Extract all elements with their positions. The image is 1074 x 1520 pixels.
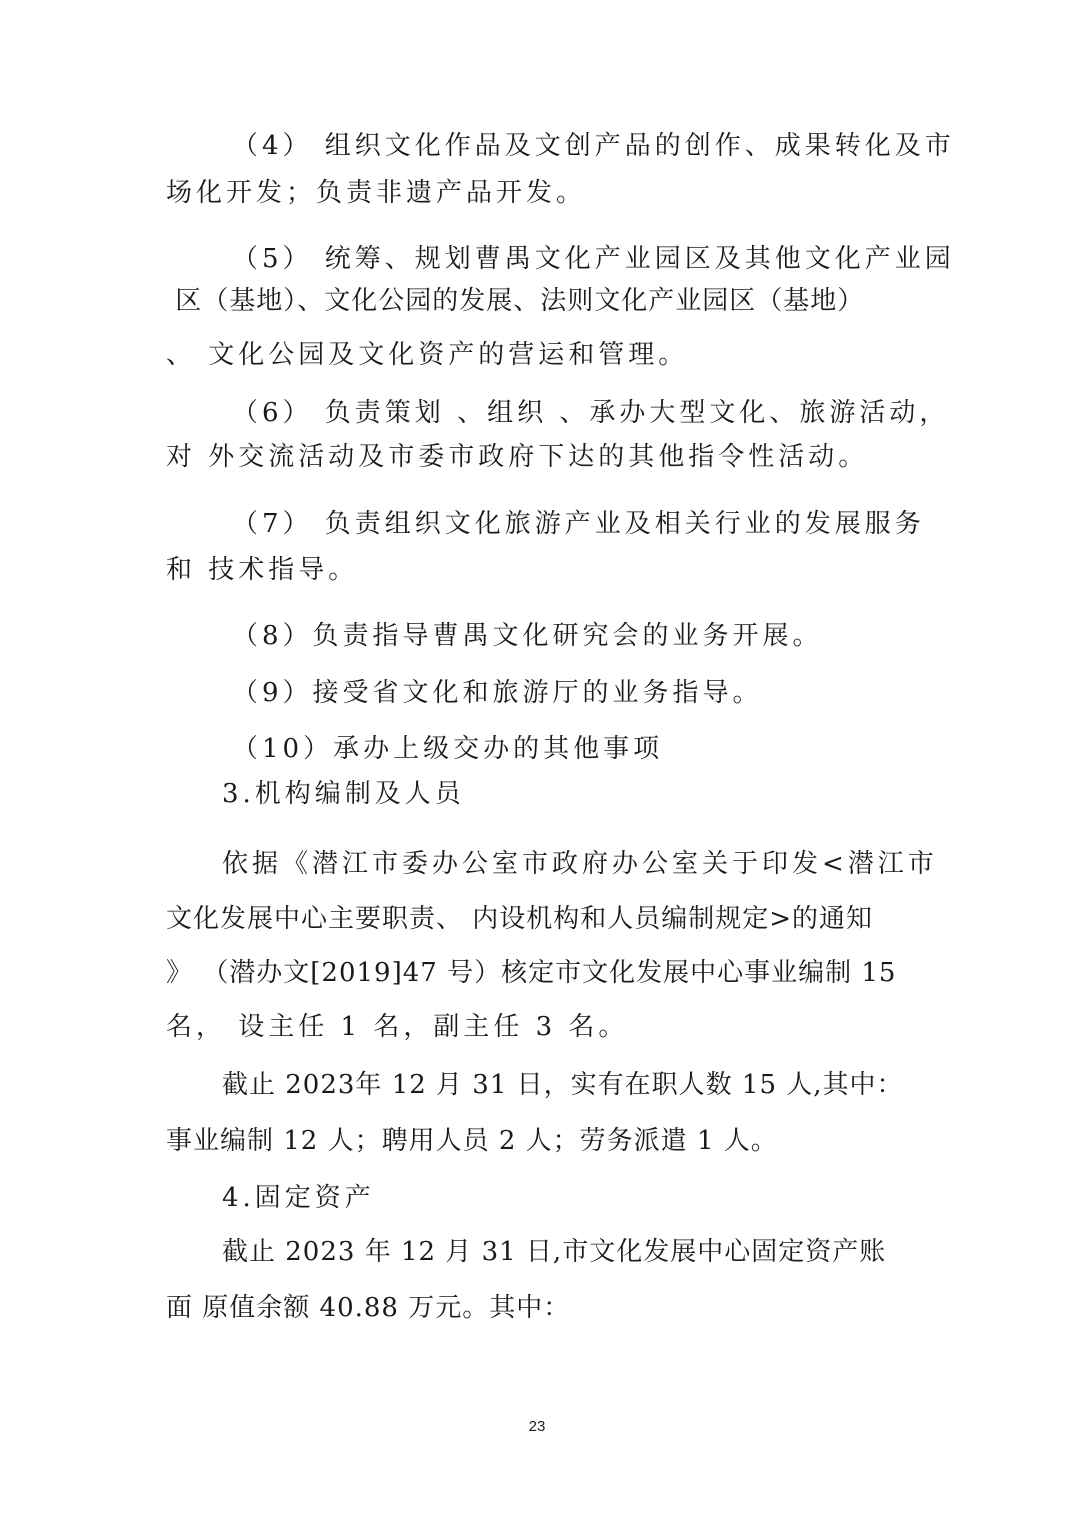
paragraph-line: 截止 2023年 12 月 31 日，实有在职人数 15 人,其中： — [222, 1070, 904, 1100]
paragraph-line: （10）承办上级交办的其他事项 — [232, 734, 664, 764]
paragraph-line: 依据《潜江市委办公室市政府办公室关于印发<潜江市 — [222, 849, 938, 879]
paragraph-line: 截止 2023 年 12 月 31 日,市文化发展中心固定资产账 — [222, 1237, 887, 1267]
paragraph-line: （4） 组织文化作品及文创产品的创作、成果转化及市 — [232, 131, 955, 161]
paragraph-line: 场化开发；负责非遗产品开发。 — [166, 178, 587, 208]
paragraph-line: （6） 负责策划 、组织 、承办大型文化、旅游活动， — [232, 398, 950, 428]
paragraph-line: 区（基地）、文化公园的发展、法则文化产业园区（基地） — [166, 286, 865, 316]
paragraph-line: 文化发展中心主要职责、 内设机构和人员编制规定>的通知 — [166, 904, 874, 934]
paragraph-line: 和 技术指导。 — [166, 555, 359, 585]
paragraph-line: 对 外交流活动及市委市政府下达的其他指令性活动。 — [166, 442, 869, 472]
paragraph-line: 》 （潜办文[2019]47 号）核定市文化发展中心事业编制 15 — [166, 958, 897, 988]
paragraph-line: 面 原值余额 40.88 万元。其中： — [166, 1293, 571, 1323]
paragraph-line: （9）接受省文化和旅游厅的业务指导。 — [232, 678, 763, 708]
paragraph-line: 名， 设主任 1 名，副主任 3 名。 — [166, 1012, 629, 1042]
section-heading: 3.机构编制及人员 — [222, 779, 465, 809]
paragraph-line: （5） 统筹、规划曹禺文化产业园区及其他文化产业园 — [232, 244, 955, 274]
paragraph-line: 事业编制 12 人；聘用人员 2 人；劳务派遣 1 人。 — [166, 1126, 778, 1156]
paragraph-line: （8）负责指导曹禺文化研究会的业务开展。 — [232, 621, 823, 651]
page-number: 23 — [528, 1418, 546, 1435]
paragraph-line: 、 文化公园及文化资产的营运和管理。 — [166, 340, 689, 370]
section-heading: 4.固定资产 — [222, 1183, 375, 1213]
paragraph-line: （7） 负责组织文化旅游产业及相关行业的发展服务 — [232, 509, 925, 539]
